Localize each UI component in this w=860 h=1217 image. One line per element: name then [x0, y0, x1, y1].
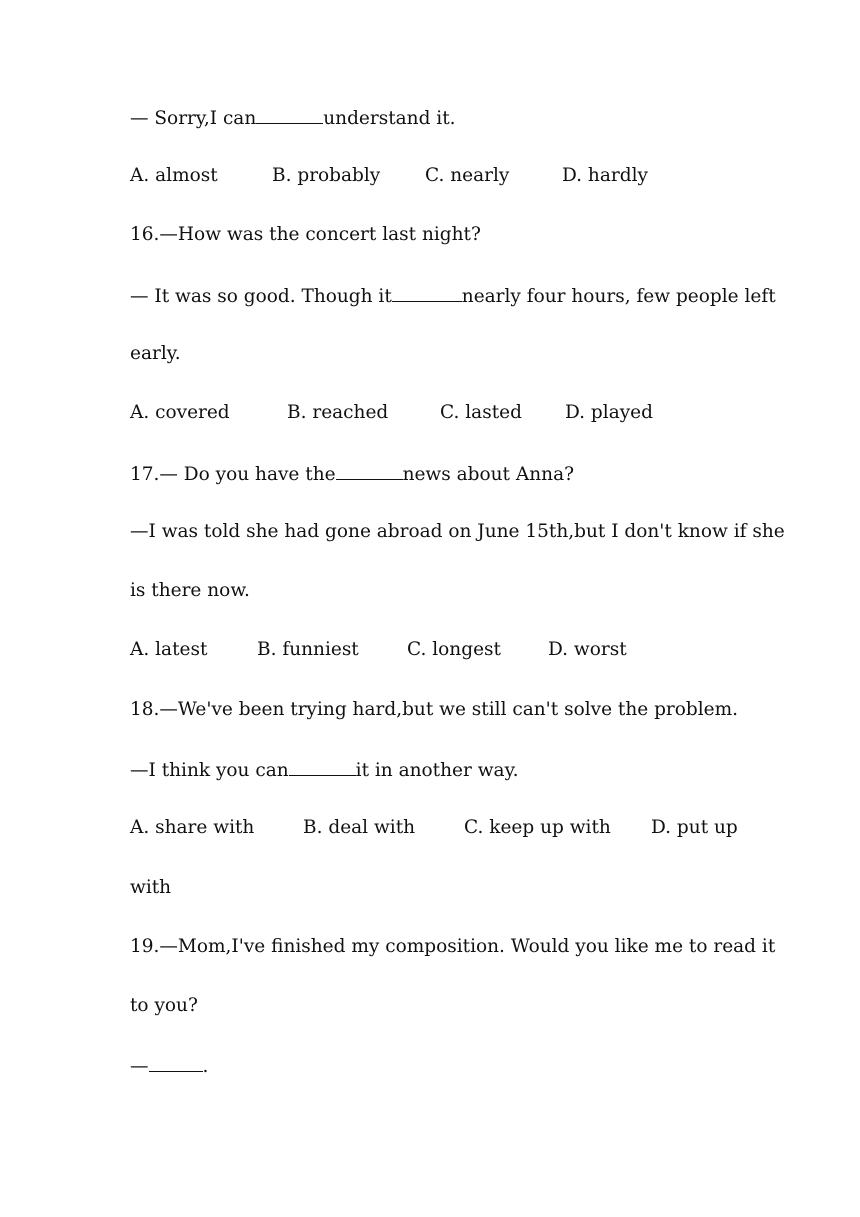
q16-option-c: C. lasted: [440, 402, 522, 423]
q15-response-text: — Sorry,I can: [130, 108, 257, 129]
q17-response-line2: is there now.: [130, 580, 250, 601]
q17-blank: [336, 461, 403, 480]
q19-response-end: .: [202, 1056, 209, 1077]
q17-option-b: B. funniest: [257, 639, 359, 660]
q17-prompt-text: 17.— Do you have the: [130, 464, 336, 485]
q16-option-a: A. covered: [130, 402, 230, 423]
q15-response: [130, 105, 730, 131]
q18-option-b: B. deal with: [303, 817, 416, 838]
q15-option-d: D. hardly: [562, 165, 648, 186]
q18-prompt: 18.—We've been trying hard,but we still can't solve the problem.: [130, 699, 739, 720]
q18-option-c: C. keep up with: [464, 817, 611, 838]
q16-response-text-end: nearly four hours, few people left: [461, 286, 776, 307]
q17-option-c: C. longest: [407, 639, 501, 660]
q17-prompt: [130, 461, 730, 487]
q17-response-line1: —I was told she had gone abroad on June 15th,but I don't know if she: [130, 521, 785, 542]
q16-blank: [392, 283, 462, 302]
q17-option-d: D. worst: [548, 639, 627, 660]
q16-response-cont: early.: [130, 343, 181, 364]
q16-option-d: D. played: [565, 402, 653, 423]
q18-response-text-end: it in another way.: [355, 760, 519, 781]
q19-response: [130, 1053, 730, 1079]
q15-option-a: A. almost: [130, 165, 218, 186]
q18-option-a: A. share with: [130, 817, 255, 838]
q19-prompt-line2: to you?: [130, 995, 198, 1016]
q16-response-text: — It was so good. Though it: [130, 286, 392, 307]
q17-option-a: A. latest: [130, 639, 208, 660]
q15-response-text-end: understand it.: [323, 108, 456, 129]
q19-prompt-line1: 19.—Mom,I've finished my composition. Would you like me to read it: [130, 936, 776, 957]
q15-option-c: C. nearly: [425, 165, 510, 186]
q18-response: [130, 757, 730, 783]
q16-response: [130, 283, 776, 309]
q18-option-d: D. put up: [651, 817, 738, 838]
q15-blank: [256, 105, 323, 124]
q19-blank: [149, 1053, 203, 1072]
q15-option-b: B. probably: [272, 165, 381, 186]
q18-option-d-cont: with: [130, 877, 172, 898]
q17-prompt-text-end: news about Anna?: [402, 464, 575, 485]
q18-blank: [289, 757, 356, 776]
q16-option-b: B. reached: [287, 402, 389, 423]
q19-response-dash: —: [130, 1056, 149, 1077]
q16-prompt: 16.—How was the concert last night?: [130, 224, 481, 245]
q18-response-text: —I think you can: [130, 760, 289, 781]
